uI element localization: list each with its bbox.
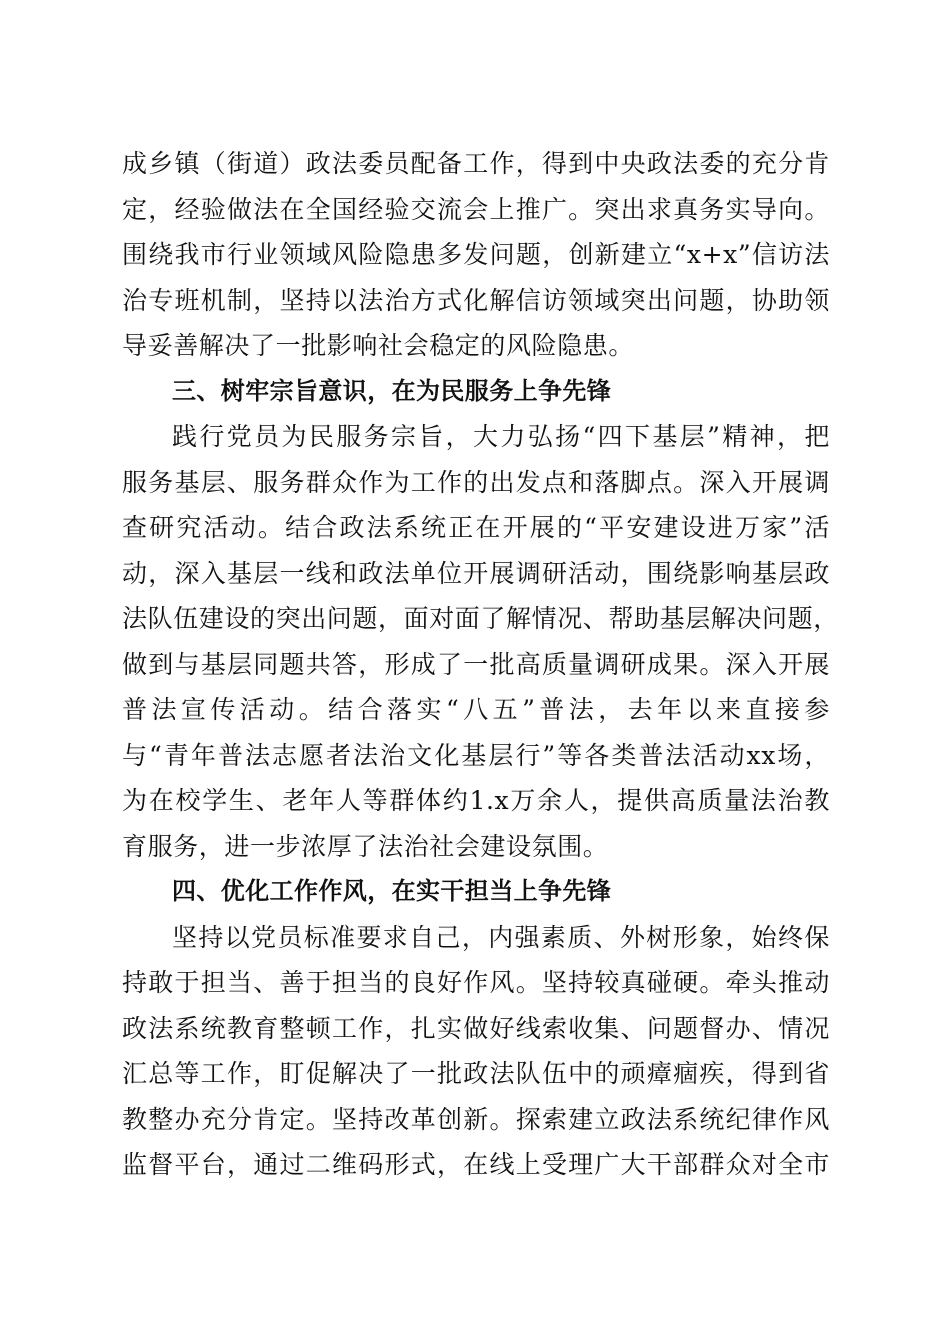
- paragraph-line: 坚持以党员标准要求自己，内强素质、外树形象，始终保: [172, 922, 830, 952]
- paragraph-line: 教整办充分肯定。坚持改革创新。探索建立政法系统纪律作风: [122, 1104, 830, 1134]
- section-heading: 三、树牢宗旨意识，在为民服务上争先锋: [172, 376, 612, 405]
- paragraph-line: 治专班机制，坚持以法治方式化解信访领域突出问题，协助领: [122, 285, 830, 315]
- paragraph-line: 与“青年普法志愿者法治文化基层行”等各类普法活动xx场，: [122, 740, 830, 770]
- document-body: [122, 141, 839, 1188]
- paragraph-line: 定，经验做法在全国经验交流会上推广。突出求真务实导向。: [122, 194, 830, 224]
- paragraph-line: 践行党员为民服务宗旨，大力弘扬“四下基层”精神，把: [172, 422, 830, 451]
- paragraph-line: 监督平台，通过二维码形式，在线上受理广大干部群众对全市: [122, 1150, 830, 1179]
- paragraph-line: 动，深入基层一线和政法单位开展调研活动，围绕影响基层政: [122, 558, 830, 588]
- paragraph-line: 查研究活动。结合政法系统正在开展的“平安建设进万家”活: [122, 513, 830, 542]
- paragraph-line: 成乡镇（街道）政法委员配备工作，得到中央政法委的充分肯: [122, 149, 830, 178]
- paragraph-line: 汇总等工作，盯促解决了一批政法队伍中的顽瘴痼疾，得到省: [122, 1059, 830, 1088]
- paragraph-line: 导妥善解决了一批影响社会稳定的风险隐患。: [122, 331, 635, 360]
- paragraph-line: 为在校学生、老年人等群体约1.x万余人，提供高质量法治教: [122, 786, 830, 815]
- paragraph-line: 服务基层、服务群众作为工作的出发点和落脚点。深入开展调: [122, 467, 830, 497]
- paragraph-line: 做到与基层同题共答，形成了一批高质量调研成果。深入开展: [122, 649, 830, 679]
- paragraph-line: 育服务，进一步浓厚了法治社会建设氛围。: [122, 831, 609, 861]
- paragraph-line: 围绕我市行业领域风险隐患多发问题，创新建立“x+x”信访法: [122, 240, 830, 269]
- paragraph-line: 持敢于担当、善于担当的良好作风。坚持较真碰硬。牵头推动: [122, 968, 830, 997]
- paragraph-line: 法队伍建设的突出问题，面对面了解情况、帮助基层解决问题，: [122, 604, 839, 633]
- paragraph-line: 政法系统教育整顿工作，扎实做好线索收集、问题督办、情况: [122, 1013, 830, 1043]
- paragraph-line: 普法宣传活动。结合落实“八五”普法，去年以来直接参: [122, 695, 830, 724]
- section-heading: 四、优化工作作风，在实干担当上争先锋: [172, 877, 612, 905]
